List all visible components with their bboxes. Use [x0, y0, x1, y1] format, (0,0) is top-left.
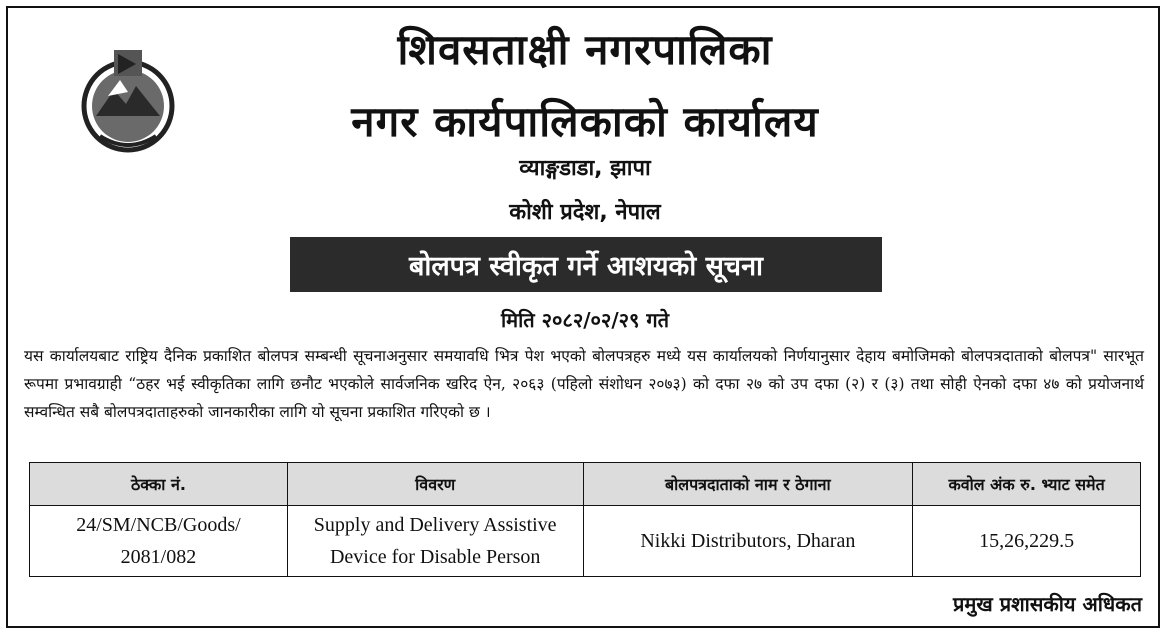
table-row — [30, 506, 1141, 577]
municipality-name: शिवसताक्षी नगरपालिका — [397, 25, 773, 74]
col-bidder-name-address: बोलपत्रदाताको नाम र ठेगाना — [583, 463, 913, 506]
notice-title-banner — [290, 237, 882, 292]
signatory-title: प्रमुख प्रशासकीय अधिकत — [953, 592, 1142, 616]
notice-body: यस कार्यालयबाट राष्ट्रिय दैनिक प्रकाशित बोलपत्र सम्बन्धी सूचनाअनुसार समयावधि भित्र पेश भएको बोलपत्रहरु मध्ये यस कार्यालयको निर्णयानुसार देहाय बमोजिमको बोलपत्रदाताको बोलपत्र" सारभूत रूपमा प्रभावग्राही “ठहर भई स्वीकृतिका लागि छनौट भएकोले सार्वजनिक खरिद ऐन, २०६३ (पहिलो संशोधन २०७३) को दफा २७ को उप दफा (२) र (३) तथा सोही ऐनको दफा ४७ को प्रयोजनार्थ सम्वन्धित सबै बोलपत्रदाताहरुको जानकारीका लागि यो सूचना प्रकाशित गरिएको छ । — [24, 347, 1144, 421]
notice-title: बोलपत्र स्वीकृत गर्ने आशयको सूचना — [408, 251, 764, 282]
col-description: विवरण — [287, 463, 583, 506]
address-line-2: कोशी प्रदेश, नेपाल — [509, 200, 661, 225]
cell-amount: 15,26,229.5 — [913, 506, 1141, 577]
table-header-row — [30, 463, 1141, 506]
cell-bidder: Nikki Distributors, Dharan — [583, 506, 913, 577]
cell-contract-no: 24/SM/NCB/Goods/ 2081/082 — [30, 506, 288, 577]
address-line-1: व्याङ्गडाडा, झापा — [519, 156, 651, 181]
cell-description: Supply and Delivery Assistive Device for Disable Person — [287, 506, 583, 577]
notice-date: मिति २०८२/०२/२९ गते — [500, 308, 670, 332]
office-name: नगर कार्यपालिकाको कार्यालय — [351, 97, 819, 146]
col-contract-no: ठेक्का नं. — [30, 463, 288, 506]
bid-table — [29, 462, 1141, 577]
nepal-emblem-icon — [78, 44, 178, 162]
col-bid-amount: कवोल अंक रु. भ्याट समेत — [913, 463, 1141, 506]
